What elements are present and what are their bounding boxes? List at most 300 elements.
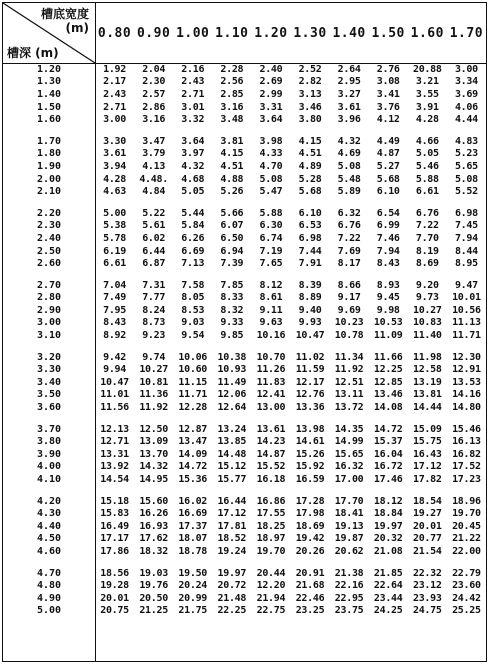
value-cell: 13.85 (217, 436, 247, 448)
value-cell: 5.89 (337, 186, 361, 198)
value-cell: 11.40 (412, 330, 442, 342)
value-cell: 2.30 (142, 76, 166, 88)
value-cell: 9.33 (220, 317, 244, 329)
value-cell: 10.83 (412, 317, 442, 329)
depth-cell: 1.40 (36, 88, 62, 100)
value-cell: 14.99 (334, 436, 364, 448)
value-cell: 16.59 (295, 474, 325, 486)
table-row (3, 495, 486, 508)
value-cell: 19.50 (178, 567, 208, 579)
table-row (3, 423, 486, 436)
value-cell: 11.26 (256, 364, 286, 376)
value-cells (95, 352, 486, 363)
value-cell: 7.44 (298, 245, 322, 257)
value-cells (95, 148, 486, 159)
value-cell: 5.44 (181, 207, 205, 219)
value-cell: 7.13 (181, 258, 205, 270)
value-cell: 17.12 (217, 508, 247, 520)
value-cell: 21.54 (412, 545, 442, 557)
depth-cell: 2.60 (36, 258, 62, 270)
value-cell: 4.84 (142, 186, 166, 198)
value-cell: 12.85 (373, 376, 403, 388)
value-cell: 9.40 (298, 304, 322, 316)
value-cell: 22.25 (217, 605, 247, 617)
value-cell: 3.48 (220, 114, 244, 126)
depth-cell: 2.10 (36, 186, 62, 198)
table-row (3, 507, 486, 520)
value-cell: 12.30 (452, 351, 481, 363)
value-cell: 18.56 (100, 567, 129, 579)
value-cell: 18.41 (334, 508, 364, 520)
value-cell: 5.84 (181, 220, 205, 232)
depth-cell: 4.30 (36, 508, 62, 520)
value-cell: 14.80 (452, 402, 481, 414)
value-cell: 12.06 (217, 389, 247, 401)
value-cell: 4.51 (298, 148, 322, 160)
table-row (3, 63, 486, 76)
table-row (3, 232, 486, 245)
value-cell: 9.54 (181, 330, 205, 342)
value-cell: 2.85 (220, 88, 244, 100)
value-cell: 2.71 (103, 101, 126, 113)
table-header (3, 3, 486, 64)
value-cell: 3.55 (415, 88, 439, 100)
row-group (3, 567, 486, 617)
value-cell: 6.61 (103, 258, 126, 270)
value-cell: 11.92 (334, 364, 364, 376)
value-cell: 14.35 (334, 423, 364, 435)
value-cell: 22.46 (295, 592, 325, 604)
value-cell: 11.59 (295, 364, 325, 376)
value-cell: 7.04 (103, 279, 126, 291)
value-cell: 4.88 (220, 173, 244, 185)
value-cell: 3.00 (454, 63, 478, 75)
depth-cell: 2.90 (36, 304, 62, 316)
value-cell: 14.72 (178, 461, 208, 473)
value-cell: 5.88 (259, 207, 283, 219)
value-cell: 15.75 (412, 436, 442, 448)
value-cells (95, 76, 486, 87)
value-cell: 12.76 (295, 389, 325, 401)
value-cell: 4.68 (181, 173, 205, 185)
value-cell: 4.12 (376, 114, 400, 126)
value-cells (95, 220, 486, 231)
value-cell: 10.78 (334, 330, 364, 342)
table-row (3, 101, 486, 114)
value-cell: 12.64 (217, 402, 247, 414)
value-cell: 12.87 (178, 423, 208, 435)
width-header-4: 1.20 (254, 25, 288, 41)
value-cell: 5.08 (337, 160, 361, 172)
table-row (3, 592, 486, 605)
value-cell: 12.13 (100, 423, 129, 435)
value-cell: 16.18 (256, 474, 286, 486)
value-cell: 3.34 (454, 76, 478, 88)
value-cell: 2.82 (298, 76, 322, 88)
value-cell: 9.69 (337, 304, 361, 316)
value-cell: 11.13 (452, 317, 481, 329)
table-row (3, 304, 486, 317)
value-cell: 10.01 (452, 292, 481, 304)
value-cell: 21.75 (178, 605, 208, 617)
value-cell: 19.13 (334, 520, 364, 532)
value-cell: 8.66 (337, 279, 361, 291)
value-cell: 2.99 (259, 88, 283, 100)
value-cell: 9.93 (298, 317, 322, 329)
table-row (3, 207, 486, 220)
group-spacer (3, 414, 486, 423)
value-cell: 18.69 (295, 520, 325, 532)
value-cell: 21.48 (217, 592, 247, 604)
table-row (3, 279, 486, 292)
value-cell: 9.20 (415, 279, 439, 291)
value-cell: 3.13 (298, 88, 322, 100)
table-row (3, 292, 486, 305)
value-cell: 2.76 (376, 63, 400, 75)
value-cell: 4.15 (298, 135, 322, 147)
value-cell: 17.52 (452, 461, 481, 473)
value-cells (95, 593, 486, 604)
value-cell: 3.81 (220, 135, 244, 147)
value-cell: 10.47 (100, 376, 129, 388)
value-cell: 6.87 (142, 258, 166, 270)
value-cell: 3.27 (337, 88, 361, 100)
value-cell: 6.44 (142, 245, 166, 257)
value-cell: 22.95 (334, 592, 364, 604)
value-cell: 11.66 (373, 351, 403, 363)
table-row (3, 173, 486, 186)
value-cell: 14.87 (256, 448, 286, 460)
value-cell: 2.04 (142, 63, 166, 75)
value-cell: 3.64 (259, 114, 283, 126)
value-cell: 22.79 (452, 567, 481, 579)
value-cell: 2.64 (337, 63, 361, 75)
value-cell: 12.71 (100, 436, 129, 448)
value-cell: 2.43 (103, 88, 126, 100)
value-cell: 5.65 (454, 160, 478, 172)
value-cell: 12.50 (139, 423, 168, 435)
depth-cell: 2.30 (36, 220, 62, 232)
depth-cell: 3.60 (36, 402, 62, 414)
value-cell: 17.98 (295, 508, 325, 520)
value-cell: 6.10 (298, 207, 322, 219)
value-cell: 10.06 (178, 351, 208, 363)
value-cell: 2.86 (142, 101, 166, 113)
table-row (3, 245, 486, 258)
value-cell: 21.22 (452, 533, 481, 545)
value-cell: 6.19 (103, 245, 126, 257)
value-cell: 4.28 (415, 114, 439, 126)
depth-cell: 3.80 (36, 436, 62, 448)
value-cell: 13.36 (295, 402, 325, 414)
value-cell: 20.45 (452, 520, 481, 532)
value-cell: 14.61 (295, 436, 325, 448)
value-cell: 17.86 (100, 545, 129, 557)
value-cells (95, 436, 486, 447)
value-cell: 13.92 (100, 461, 129, 473)
value-cell: 4.87 (376, 148, 400, 160)
value-cells (95, 136, 486, 147)
value-cell: 3.98 (259, 135, 283, 147)
value-cell: 5.68 (376, 173, 400, 185)
value-cells (95, 389, 486, 400)
value-cell: 14.72 (373, 423, 403, 435)
value-cell: 11.56 (100, 402, 129, 414)
value-cell: 16.86 (256, 495, 286, 507)
depth-cell: 3.10 (36, 330, 62, 342)
value-cell: 17.17 (100, 533, 129, 545)
width-header-9: 1.70 (449, 25, 484, 41)
value-cell: 3.16 (220, 101, 244, 113)
value-cell: 2.40 (259, 63, 283, 75)
value-cell: 8.53 (181, 304, 205, 316)
value-cell: 21.38 (334, 567, 364, 579)
value-cell: 2.52 (298, 63, 322, 75)
table-row (3, 135, 486, 148)
column-separator (95, 63, 96, 661)
depth-cell: 4.70 (36, 567, 62, 579)
value-cells (95, 233, 486, 244)
value-cells (95, 364, 486, 375)
value-cells (95, 280, 486, 291)
depth-cell: 3.70 (36, 423, 62, 435)
value-cell: 9.23 (142, 330, 166, 342)
value-cell: 8.93 (376, 279, 400, 291)
value-cell: 9.03 (181, 317, 205, 329)
value-cell: 3.30 (103, 135, 126, 147)
value-cell: 6.53 (298, 220, 322, 232)
value-cell: 19.03 (139, 567, 168, 579)
value-cell: 3.16 (142, 114, 166, 126)
value-cell: 3.96 (337, 114, 361, 126)
value-cell: 23.12 (412, 580, 442, 592)
value-cell: 3.01 (181, 101, 205, 113)
value-cells (95, 508, 486, 519)
value-cell: 6.98 (454, 207, 478, 219)
value-cell: 7.85 (220, 279, 244, 291)
table-row (3, 473, 486, 486)
value-cell: 8.05 (181, 292, 205, 304)
table-row (3, 257, 486, 270)
value-cell: 5.27 (376, 160, 400, 172)
depth-header-label: 槽深 (m) (7, 46, 59, 60)
value-cell: 19.70 (452, 508, 481, 520)
value-cell: 20.44 (256, 567, 286, 579)
value-cells (95, 496, 486, 507)
value-cell: 10.70 (256, 351, 286, 363)
value-cell: 21.68 (295, 580, 325, 592)
value-cell: 16.04 (373, 448, 403, 460)
value-cell: 13.19 (412, 376, 442, 388)
value-cell: 9.94 (103, 364, 126, 376)
depth-cell: 2.40 (36, 232, 62, 244)
value-cell: 2.95 (337, 76, 361, 88)
value-cell: 21.25 (139, 605, 168, 617)
value-cell: 3.32 (181, 114, 205, 126)
value-cell: 11.71 (178, 389, 208, 401)
value-cells (95, 377, 486, 388)
value-cell: 14.16 (452, 389, 481, 401)
value-cell: 2.43 (181, 76, 205, 88)
value-cells (95, 521, 486, 532)
value-cell: 9.11 (259, 304, 283, 316)
value-cell: 16.13 (452, 436, 481, 448)
value-cell: 2.56 (220, 76, 244, 88)
value-cell: 5.46 (415, 160, 439, 172)
value-cell: 15.83 (100, 508, 129, 520)
value-cell: 3.97 (181, 148, 205, 160)
table-row (3, 76, 486, 89)
depth-cell: 3.30 (36, 364, 62, 376)
width-header-2: 1.00 (176, 25, 210, 41)
value-cell: 20.77 (412, 533, 442, 545)
table-row (3, 148, 486, 161)
value-cell: 20.50 (139, 592, 168, 604)
value-cell: 4.48. (139, 173, 168, 185)
value-cell: 8.89 (298, 292, 322, 304)
value-cell: 19.27 (412, 508, 442, 520)
value-cell: 3.91 (415, 101, 439, 113)
value-cell: 5.38 (103, 220, 126, 232)
value-cell: 7.49 (103, 292, 126, 304)
table-row (3, 363, 486, 376)
value-cell: 14.48 (217, 448, 247, 460)
value-cells (95, 474, 486, 485)
value-cell: 6.94 (220, 245, 244, 257)
depth-cell: 4.80 (36, 580, 62, 592)
value-cell: 2.57 (142, 88, 166, 100)
value-cell: 23.93 (412, 592, 442, 604)
value-cell: 7.31 (142, 279, 166, 291)
value-cell: 18.07 (178, 533, 208, 545)
value-cell: 8.43 (376, 258, 400, 270)
value-cell: 10.27 (412, 304, 442, 316)
table-row (3, 220, 486, 233)
value-cell: 13.46 (373, 389, 403, 401)
value-cell: 3.69 (454, 88, 478, 100)
table-row (3, 351, 486, 364)
value-cell: 3.41 (376, 88, 400, 100)
value-cell: 8.95 (454, 258, 478, 270)
value-cell: 3.80 (298, 114, 322, 126)
value-cell: 10.60 (178, 364, 208, 376)
value-cell: 16.69 (178, 508, 208, 520)
value-cell: 6.76 (415, 207, 439, 219)
value-cell: 18.84 (373, 508, 403, 520)
value-cell: 12.25 (373, 364, 403, 376)
value-cell: 8.17 (337, 258, 361, 270)
value-cell: 6.76 (337, 220, 361, 232)
value-cell: 6.30 (259, 220, 283, 232)
depth-cell: 1.70 (36, 135, 62, 147)
depth-cell: 2.20 (36, 207, 62, 219)
value-cell: 2.17 (103, 76, 126, 88)
value-cell: 4.89 (298, 160, 322, 172)
value-cell: 4.51 (220, 160, 244, 172)
value-cell: 23.75 (334, 605, 364, 617)
depth-cell: 3.20 (36, 351, 62, 363)
group-spacer (3, 342, 486, 351)
value-cell: 16.93 (139, 520, 168, 532)
value-cell: 11.34 (334, 351, 364, 363)
depth-cell: 1.60 (36, 114, 62, 126)
value-cell: 10.16 (256, 330, 286, 342)
value-cell: 21.08 (373, 545, 403, 557)
value-cell: 2.28 (220, 63, 244, 75)
row-group (3, 495, 486, 558)
depth-cell: 2.00 (36, 173, 62, 185)
value-cell: 5.23 (454, 148, 478, 160)
value-cells (95, 580, 486, 591)
value-cell: 12.28 (178, 402, 208, 414)
value-cell: 4.66 (415, 135, 439, 147)
value-cell: 11.01 (100, 389, 129, 401)
value-cell: 22.32 (412, 567, 442, 579)
depth-cell: 4.00 (36, 461, 62, 473)
width-header-6: 1.40 (332, 25, 366, 41)
table-row (3, 376, 486, 389)
value-cell: 7.95 (103, 304, 126, 316)
value-cells (95, 102, 486, 113)
value-cell: 8.12 (259, 279, 283, 291)
value-cell: 15.60 (139, 495, 168, 507)
value-cell: 5.52 (454, 186, 478, 198)
value-cell: 6.32 (337, 207, 361, 219)
value-cell: 3.79 (142, 148, 166, 160)
depth-cell: 2.80 (36, 292, 62, 304)
depth-cell: 4.90 (36, 592, 62, 604)
value-cell: 15.92 (295, 461, 325, 473)
table-row (3, 520, 486, 533)
value-cell: 7.94 (454, 232, 478, 244)
value-cell: 16.49 (100, 520, 129, 532)
value-cell: 6.54 (376, 207, 400, 219)
table-row (3, 448, 486, 461)
value-cell: 3.21 (415, 76, 439, 88)
value-cell: 22.00 (452, 545, 481, 557)
value-cell: 2.69 (259, 76, 283, 88)
value-cell: 10.56 (452, 304, 481, 316)
value-cell: 4.49 (376, 135, 400, 147)
value-cell: 20.32 (373, 533, 403, 545)
value-cell: 20.01 (412, 520, 442, 532)
table-row (3, 461, 486, 474)
value-cell: 6.74 (259, 232, 283, 244)
value-cell: 24.75 (412, 605, 442, 617)
depth-cell: 2.70 (36, 279, 62, 291)
value-cell: 3.31 (259, 101, 283, 113)
value-cell: 7.22 (337, 232, 361, 244)
value-cell: 8.69 (415, 258, 439, 270)
table-row (3, 605, 486, 618)
depth-cell: 4.10 (36, 474, 62, 486)
value-cell: 20.24 (178, 580, 208, 592)
value-cell: 9.73 (415, 292, 439, 304)
value-cell: 10.23 (334, 317, 364, 329)
value-cell: 5.00 (103, 207, 126, 219)
value-cell: 21.85 (373, 567, 403, 579)
value-cell: 22.16 (334, 580, 364, 592)
value-cells (95, 424, 486, 435)
value-cell: 13.47 (178, 436, 208, 448)
value-cell: 13.00 (256, 402, 286, 414)
value-cell: 16.82 (452, 448, 481, 460)
value-cell: 4.33 (259, 148, 283, 160)
value-cells (95, 317, 486, 328)
value-cell: 10.47 (295, 330, 325, 342)
value-cell: 18.25 (256, 520, 286, 532)
value-cell: 9.63 (259, 317, 283, 329)
